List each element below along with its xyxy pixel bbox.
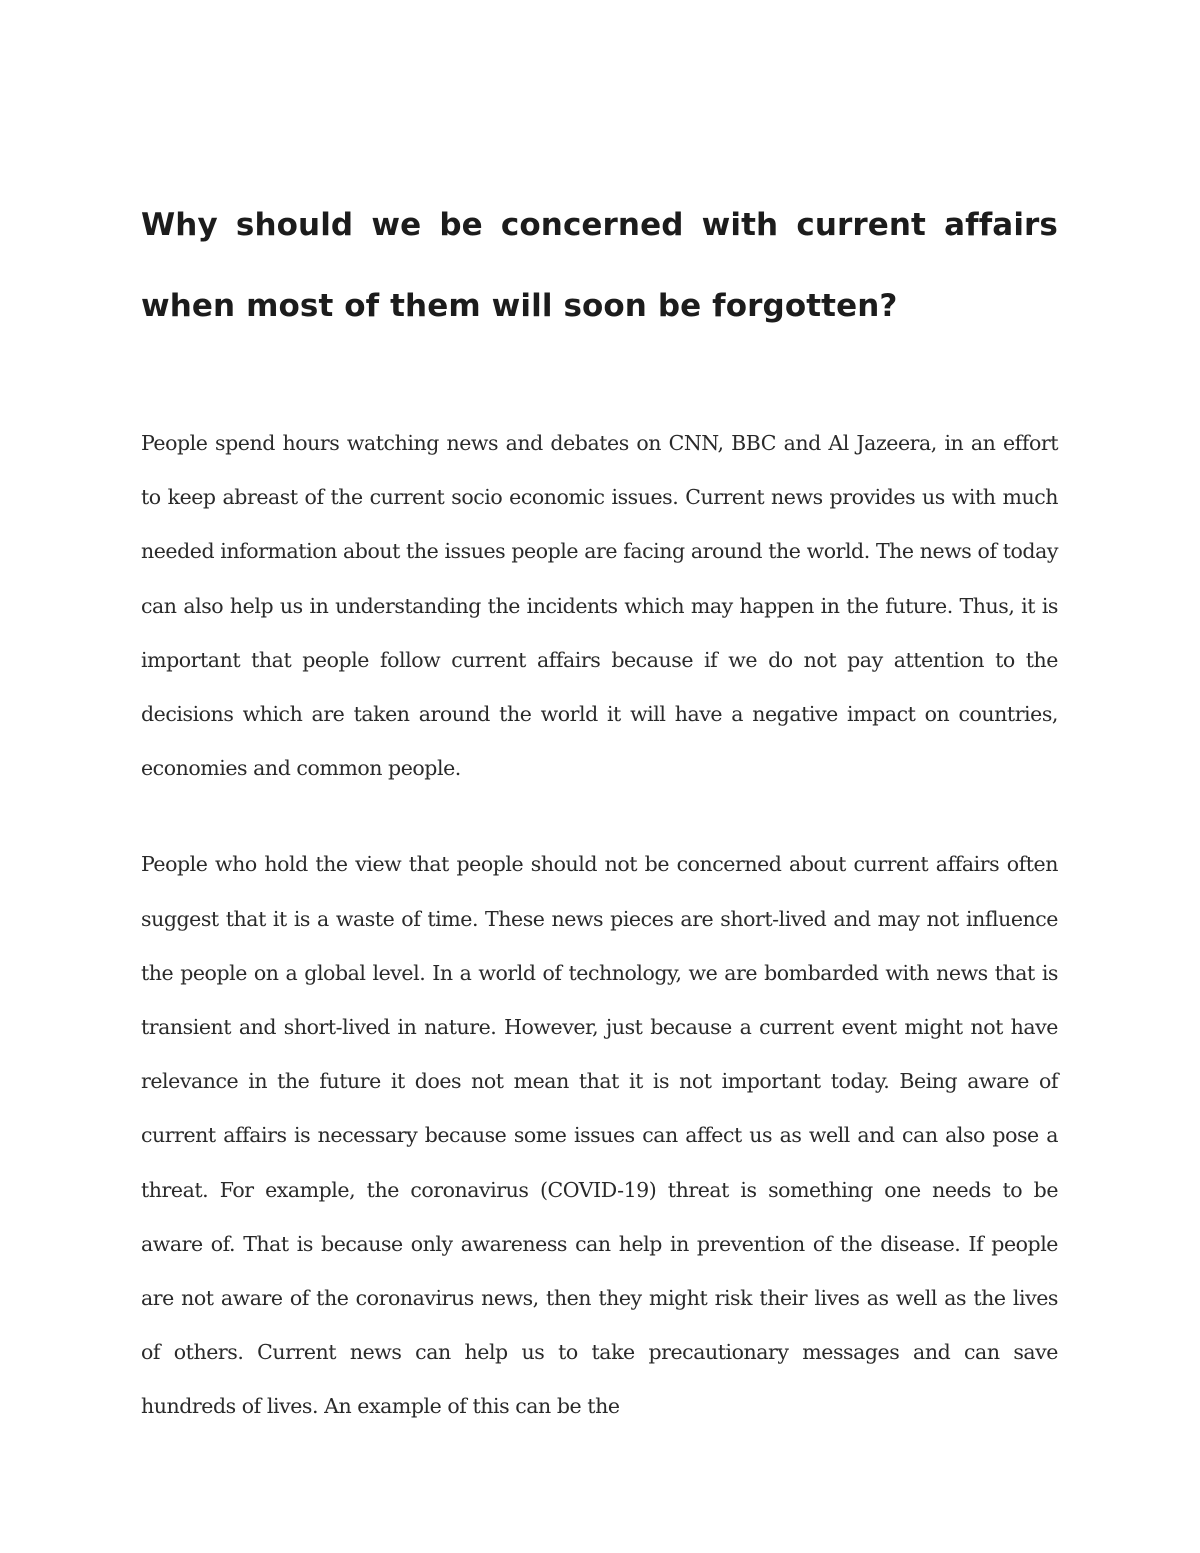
document-content [141, 185, 1058, 1434]
body-paragraph-1: People spend hours watching news and debates on CNN, BBC and Al Jazeera, in an effort to keep abreast of the current socio economic issues. Current news provides us with much needed information about the issues people are facing around the world. The news of today can also help us in understanding the incidents which may happen in the future. Thus, it is important that people follow current affairs because if we do not pay attention to the decisions which are taken around the world it will have a negative impact on countries, economies and common people. [141, 431, 1058, 781]
document-title: Why should we be concerned with current affairs when most of them will soon be forgotten? [141, 207, 1058, 324]
body-paragraph-2: People who hold the view that people should not be concerned about current affairs often suggest that it is a waste of time. These news pieces are short-lived and may not influence the people on a global level. In a world of technology, we are bombarded with news that is transient and short-lived in nature. However, just because a current event might not have relevance in the future it does not mean that it is not important today. Being aware of current affairs is necessary because some issues can affect us as well and can also pose a threat. For example, the coronavirus (COVID-19) threat is something one needs to be aware of. That is because only awareness can help in prevention of the disease. If people are not aware of the coronavirus news, then they might risk their lives as well as the lives of others. Current news can help us to take precautionary messages and can save hundreds of lives. An example of this can be the [141, 852, 1058, 1419]
